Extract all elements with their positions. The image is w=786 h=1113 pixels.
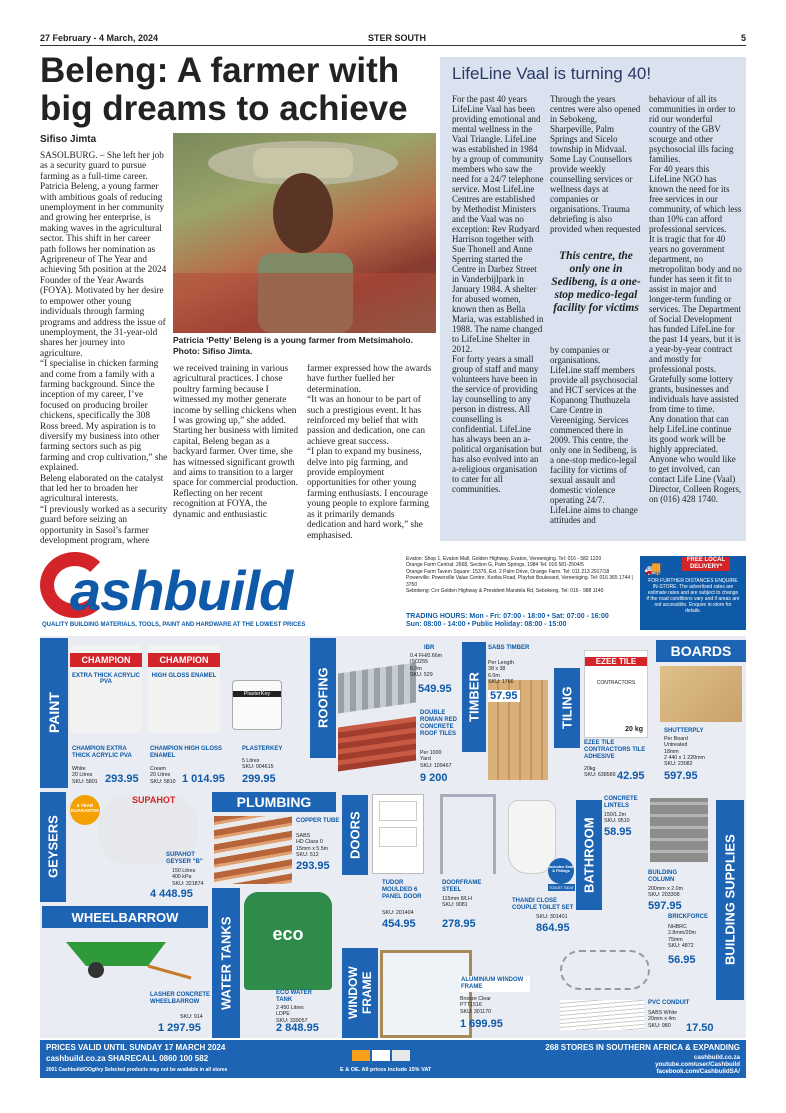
store-list bbox=[406, 556, 636, 594]
product-desc: Per Length 38 x 38 6.0m SKU: 1766 bbox=[488, 660, 514, 685]
payment-card-icons bbox=[352, 1050, 412, 1062]
card-icon bbox=[392, 1050, 410, 1061]
product-name: ECO WATER TANK bbox=[276, 990, 312, 1003]
product-price: 58.95 bbox=[604, 826, 632, 838]
trading-hours-weekday: TRADING HOURS: Mon - Fri: 07:00 - 18:00 • Sat: 07:00 - 16:00 bbox=[406, 613, 609, 620]
store-count: 268 STORES IN SOUTHERN AFRICA & EXPANDING bbox=[545, 1043, 740, 1052]
eco-logo: eco bbox=[272, 924, 304, 944]
trading-hours bbox=[406, 613, 609, 629]
category-plumbing: PLUMBING bbox=[212, 792, 336, 812]
social-links[interactable]: cashbuild.co.za youtube.com/user/Cashbuild facebook.com/CashbuildSA/ bbox=[655, 1054, 740, 1075]
store-line: Sebokeng: Cnr Golden Highway & President Mandela Rd, Sebokeng. Tel: 016 - 988 1140 bbox=[406, 588, 604, 595]
guarantee-badge: 5 YEAR GUARANTEE bbox=[70, 795, 100, 825]
lintels-image bbox=[650, 798, 708, 862]
water-tank-image bbox=[244, 892, 332, 990]
plasterkey-label: PlasterKey bbox=[233, 691, 281, 697]
product-desc: 150/1.2m SKU: 9510 bbox=[604, 812, 630, 825]
product-name: TUDOR MOULDED 6 PANEL DOOR bbox=[382, 880, 422, 900]
toilet-seat-tag: TOILET SEAT bbox=[549, 885, 575, 890]
category-timber: TIMBER bbox=[462, 642, 486, 752]
enamel-brand-label: CHAMPION bbox=[148, 653, 220, 667]
product-price: 299.95 bbox=[242, 773, 276, 785]
product-name: IBR bbox=[424, 645, 435, 651]
issue-date: 27 February - 4 March, 2024 bbox=[40, 33, 159, 43]
product-price: 293.95 bbox=[296, 860, 330, 872]
publication-name: STER SOUTH bbox=[368, 33, 427, 43]
product-name: THANDI CLOSE COUPLE TOILET SET bbox=[512, 898, 574, 911]
cashbuild-tagline: QUALITY BUILDING MATERIALS, TOOLS, PAINT AND HARDWARE AT THE LOWEST PRICES bbox=[42, 622, 306, 628]
product-price: 57.95 bbox=[490, 690, 518, 702]
product-desc: Per Board Untreated 18mm 2 440 x 1 220mm SKU: 23082 bbox=[664, 736, 705, 768]
category-building-supplies: BUILDING SUPPLIES bbox=[716, 800, 744, 1000]
product-price: 42.95 bbox=[617, 770, 645, 782]
product-price: 864.95 bbox=[536, 922, 570, 934]
product-name: PLASTERKEY bbox=[242, 746, 283, 752]
product-price: 2 848.95 bbox=[276, 1022, 319, 1034]
ezee-tile-brand: EZEE TILE bbox=[585, 657, 647, 666]
sidebar-column-2-top: Through the years centres were also opened in Sebokeng, Sharpeville, Palm Springs and Sicelo township in Midvaal. Some Lay Counsellors provide weekly counselling services or wellness days at companies or organisations. Trauma debriefing is also provided when requested bbox=[550, 94, 641, 234]
category-window-frame: WINDOW FRAME bbox=[342, 948, 378, 1038]
truck-icon: 🚚 bbox=[644, 560, 662, 576]
wheelbarrow-image bbox=[56, 934, 196, 980]
product-name: BRICKFORCE bbox=[668, 914, 708, 920]
product-name: BUILDING COLUMN bbox=[648, 870, 677, 883]
website-sharecall[interactable]: cashbuild.co.za SHARECALL 0860 100 582 bbox=[46, 1054, 209, 1063]
toilet-image bbox=[508, 800, 556, 874]
supahot-logo: SUPAHOT bbox=[132, 795, 176, 805]
category-wheelbarrow: WHEELBARROW bbox=[42, 906, 208, 928]
product-price: 597.95 bbox=[664, 770, 698, 782]
page-header bbox=[40, 32, 746, 46]
product-desc: NHBRC 2.8mm/20m 75mm SKU: 4872 bbox=[668, 924, 696, 949]
page-number: 5 bbox=[740, 33, 746, 43]
product-desc: 5 Litres SKU: 004615 bbox=[242, 758, 274, 771]
tile-adhesive-bag-image bbox=[584, 650, 648, 738]
product-price: 454.95 bbox=[382, 918, 416, 930]
product-desc: SABS White 20mm x 4m SKU: 980 bbox=[648, 1010, 678, 1029]
cashbuild-logo: ashbuild bbox=[70, 559, 293, 622]
vat-note: E & OE. All prices include 15% VAT bbox=[340, 1067, 432, 1073]
category-tiling: TILING bbox=[554, 668, 580, 748]
product-price: 1 014.95 bbox=[182, 773, 225, 785]
trading-hours-sunday: Sun: 08:00 - 14:00 • Public Holiday: 08:00 - 15:00 bbox=[406, 621, 567, 628]
product-name: SHUTTERPLY bbox=[664, 728, 704, 734]
panel-door-image bbox=[372, 794, 424, 874]
article-headline: Beleng: A farmer with big dreams to achieve bbox=[40, 51, 408, 128]
product-desc: SKU: 301401 bbox=[536, 914, 568, 920]
ezee-tile-sub: CONTRACTORS bbox=[596, 680, 636, 686]
visa-icon bbox=[372, 1050, 390, 1061]
product-name: CONCRETE LINTELS bbox=[604, 796, 638, 809]
pva-bucket-image bbox=[70, 645, 142, 733]
store-line: Powerville: Powerville Value Centre, Koriba Road, Playfair Boulevard, Vereeniging. Tel: 016 365 1744 | 3750 bbox=[406, 575, 633, 588]
product-desc: Cream 20 Litres SKU: 5810 bbox=[150, 766, 176, 785]
product-desc: White 20 Litres SKU: 5801 bbox=[72, 766, 98, 785]
product-name: DOORFRAME STEEL bbox=[442, 880, 482, 893]
product-name: SABS TIMBER bbox=[488, 645, 530, 651]
farmer-photo bbox=[173, 133, 436, 333]
category-water-tanks: WATER TANKS bbox=[212, 888, 240, 1038]
article-byline: Sifiso Jimta bbox=[40, 134, 97, 145]
store-line: Orange Farm Central: 2668, Section G, Palm Springs, 1984 Tel: 016 581-2504/5 bbox=[406, 562, 584, 569]
shutterply-image bbox=[660, 666, 742, 722]
product-price: 56.95 bbox=[668, 954, 696, 966]
product-desc: SKU: 914 bbox=[180, 1014, 203, 1020]
product-price: 1 699.95 bbox=[460, 1018, 503, 1030]
category-paint: PAINT bbox=[40, 638, 68, 788]
wheelbarrow-icon bbox=[56, 934, 196, 980]
sidebar-title: LifeLine Vaal is turning 40! bbox=[452, 64, 652, 83]
product-name: EZEE TILE CONTRACTORS TILE ADHESIVE bbox=[584, 740, 646, 760]
product-desc: 2 450 Litres LDPE SKU: 339057 bbox=[276, 1005, 308, 1024]
product-name: SUPAHOT GEYSER "B" bbox=[166, 852, 203, 865]
product-desc: 20kg SKU: 638589 bbox=[584, 766, 616, 779]
product-name: PVC CONDUIT bbox=[648, 1000, 690, 1006]
product-name: LASHER CONCRETE WHEELBARROW bbox=[150, 992, 211, 1005]
article-column-1: SASOLBURG. – She left her job as a security guard to pursue farming as a full-time career. Patricia Beleng, a young farmer with ambitious goals of reducing unemployment in her community and growing her enterprise, is making waves in the agricultural sector. This shift in her career path follows her nomination as Agripreneur of The Year and achieving 5th position at the 2024 Founder of the Year Awards (FOYA). Motivated by her desire to empower other young individuals through farming programs and address the issue of unemployment, the 31-year-old shares her journey into agriculture. “I specialise in chicken farming and come from a family with a farming background. Since the inception of my career, I’ve focused on producing broiler chickens, specifically the 308 Ross breed. My aspiration is to diversify my business into other farming sectors such as pig farming and crop cultivation,” she explained. Beleng elaborated on the catalyst that led her to broaden her agricultural interests. “I previously worked as a security guard before seizing an opportunity in Sasol’s farmer development program, where bbox=[40, 151, 168, 547]
product-desc: 115mm 8/LH SKU: 9081 bbox=[442, 896, 472, 909]
store-line: Evaton: Shop 1, Evaton Mall, Golden Highway, Evaton, Vereeniging. Tel: 016 - 582 1220 bbox=[406, 556, 602, 562]
product-price: 4 448.95 bbox=[150, 888, 193, 900]
product-price: 549.95 bbox=[418, 683, 452, 695]
product-name: CHAMPION HIGH GLOSS ENAMEL bbox=[150, 746, 223, 759]
copyright-note: 2001 Cashbuild/OOgilvy Selected products may not be available in all stores bbox=[46, 1067, 228, 1073]
category-geysers: GEYSERS bbox=[40, 792, 66, 902]
product-desc: SABS HD Class 0 15mm x 5.5m SKU: 512 bbox=[296, 833, 329, 858]
free-delivery-badge: FREE LOCAL DELIVERY* bbox=[682, 557, 730, 571]
pva-brand-label: CHAMPION bbox=[70, 653, 142, 667]
brickforce-image bbox=[560, 950, 650, 990]
doorframe-image bbox=[440, 794, 496, 874]
window-frame-image bbox=[380, 950, 472, 1038]
product-price: 278.95 bbox=[442, 918, 476, 930]
product-price: 17.50 bbox=[686, 1022, 714, 1034]
product-name: DOUBLE ROMAN RED CONCRETE ROOF TILES bbox=[420, 710, 457, 737]
product-desc: 150 Litres 400 kPa SKU: 321874 bbox=[172, 868, 204, 887]
product-name: ALUMINIUM WINDOW FRAME bbox=[460, 976, 530, 992]
category-boards: BOARDS bbox=[656, 640, 746, 662]
product-desc: Bronze Clear PTT1516 SKU: 301170 bbox=[460, 996, 492, 1015]
ad-footer bbox=[40, 1040, 746, 1078]
store-line: Orange Farm Tavern Square: 15376, Ext. 2 Palm Drive, Orange Farm. Tel: 011 213 2917/18 bbox=[406, 568, 610, 575]
sidebar-column-3: behaviour of all its communities in order to rid our wonderful country of the GBV scourge and other psychosocial ills facing families. For 40 years this LifeLine NGO has known the need for its free services in our community, of which less than 10% can afford professional services. It is tragic that for 40 years no government department, no metropolitan body and no funder has seen it fit to assist in major and longer-term funding or services. The Department of Social Development has funded LifeLine for the past 14 years, but it is a year-by-year contract and mostly for professional posts. Gratefully some lottery grants, businesses and individuals have assisted from time to time. Any donation that can help LifeLine continue its good work will be highly appreciated. Anyone who would like to get involved, can contact Life Line (Vaal) Director, Colleen Rogers, on (016) 428 1740. bbox=[649, 94, 742, 504]
product-desc: 0.4 FH/0.66m ISO255 6.0m SKU: 529 bbox=[410, 653, 443, 678]
includes-seat-badge: Includes Seat & Fittings bbox=[548, 858, 574, 884]
category-roofing: ROOFING bbox=[310, 638, 336, 758]
pvc-conduit-image bbox=[560, 1000, 644, 1030]
plasterkey-tub-image bbox=[232, 680, 282, 730]
category-bathroom: BATHROOM bbox=[576, 800, 602, 910]
pva-product-label: EXTRA THICK ACRYLIC PVA bbox=[72, 673, 140, 685]
delivery-note: FOR FURTHER DISTANCES ENQUIRE IN-STORE. The advertised rates are estimate rates and are subject to change if the road conditions vary and if areas are not accessible. Enquire in-store for details. bbox=[646, 578, 740, 614]
copper-tube-image bbox=[214, 816, 292, 884]
product-price: 597.95 bbox=[648, 900, 682, 912]
mastercard-icon bbox=[352, 1050, 370, 1061]
farmer-photo-illustration bbox=[173, 133, 436, 333]
sidebar-column-1: For the past 40 years LifeLine Vaal has been providing emotional and mental wellness in the Vaal Triangle. LifeLine was established in 1984 by a group of community members who saw the need for a 24/7 telephone service. Most LifeLine Centres are established by Methodist Ministers and the Vaal was no exception: Rev Rudyard Harrison together with Sue Thonell and Anne Sperring started the Centre in Darbez Street in Vanderbijlpark in January 1984. A shelter for abused women, known then as Bella Maria, was established in 1988. The name changed to LifeLine Shelter in 2012. For forty years a small group of staff and many volunteers have been in the service of providing lay counselling to any person in distress. All counselling is confidential. LifeLine has always been an a-political organisation but has also evolved into an a-religious organisation to cater for all communities. bbox=[452, 94, 544, 494]
product-desc: Per 1000 Yard SKU: 109467 bbox=[420, 750, 452, 769]
sidebar-column-2-bottom: by companies or organisations. LifeLine staff members provide all psychosocial and HCT services at the Kopanong Thuthuzela Care Centre in Vereeniging. Services commenced there in 2009. This centre, the only one in Sedibeng, is a one-stop medico-legal facility for victims of sexual assault and domestic violence operating 24/7. LifeLine aims to change attitudes and bbox=[550, 345, 638, 525]
prices-valid: PRICES VALID UNTIL SUNDAY 17 MARCH 2024 bbox=[46, 1043, 226, 1052]
product-price: 9 200 bbox=[420, 772, 448, 784]
article-column-2: we received training in various agricultural practices. I chose poultry farming because I witnessed my mother generate income by selling chickens when I was growing up,” she added. Starting her business with limited capital, Beleng began as a backyard farmer. Over time, she has witnessed significant growth and aims to transition to a larger space for commercial production. Reflecting on her recent recognition at FOYA, the dynamic and enthusiastic bbox=[173, 364, 298, 520]
article-column-3: farmer expressed how the awards have further fuelled her determination. “It was an honour to be part of such a prestigious event. It has reinforced my belief that with passion and dedication, one can achieve great success. “I plan to expand my business, delve into pig farming, and provide employment opportunities for other young farming enthusiasts. I encourage young people to explore farming as it primarily demands dedication and hard work,” she emphasised. bbox=[307, 364, 432, 541]
product-price: 1 297.95 bbox=[158, 1022, 201, 1034]
product-desc: SKU: 201404 bbox=[382, 910, 414, 916]
product-name: CHAMPION EXTRA THICK ACRYLIC PVA bbox=[72, 746, 132, 759]
product-price: 293.95 bbox=[105, 773, 139, 785]
ezee-tile-weight: 20 kg bbox=[625, 726, 643, 733]
photo-caption: Patricia ‘Petty’ Beleng is a young farmer from Metsimaholo. Photo: Sifiso Jimta. bbox=[173, 335, 413, 356]
sidebar-pull-quote: This centre, the only one in Sedibeng, is a one-stop medico-legal facility for victims bbox=[551, 250, 641, 314]
product-desc: 200mm x 2.0m SKU: 203308 bbox=[648, 886, 684, 899]
product-name: COPPER TUBE bbox=[296, 818, 340, 824]
category-doors: DOORS bbox=[342, 795, 368, 875]
enamel-product-label: HIGH GLOSS ENAMEL bbox=[151, 673, 217, 679]
enamel-bucket-image bbox=[148, 645, 220, 733]
